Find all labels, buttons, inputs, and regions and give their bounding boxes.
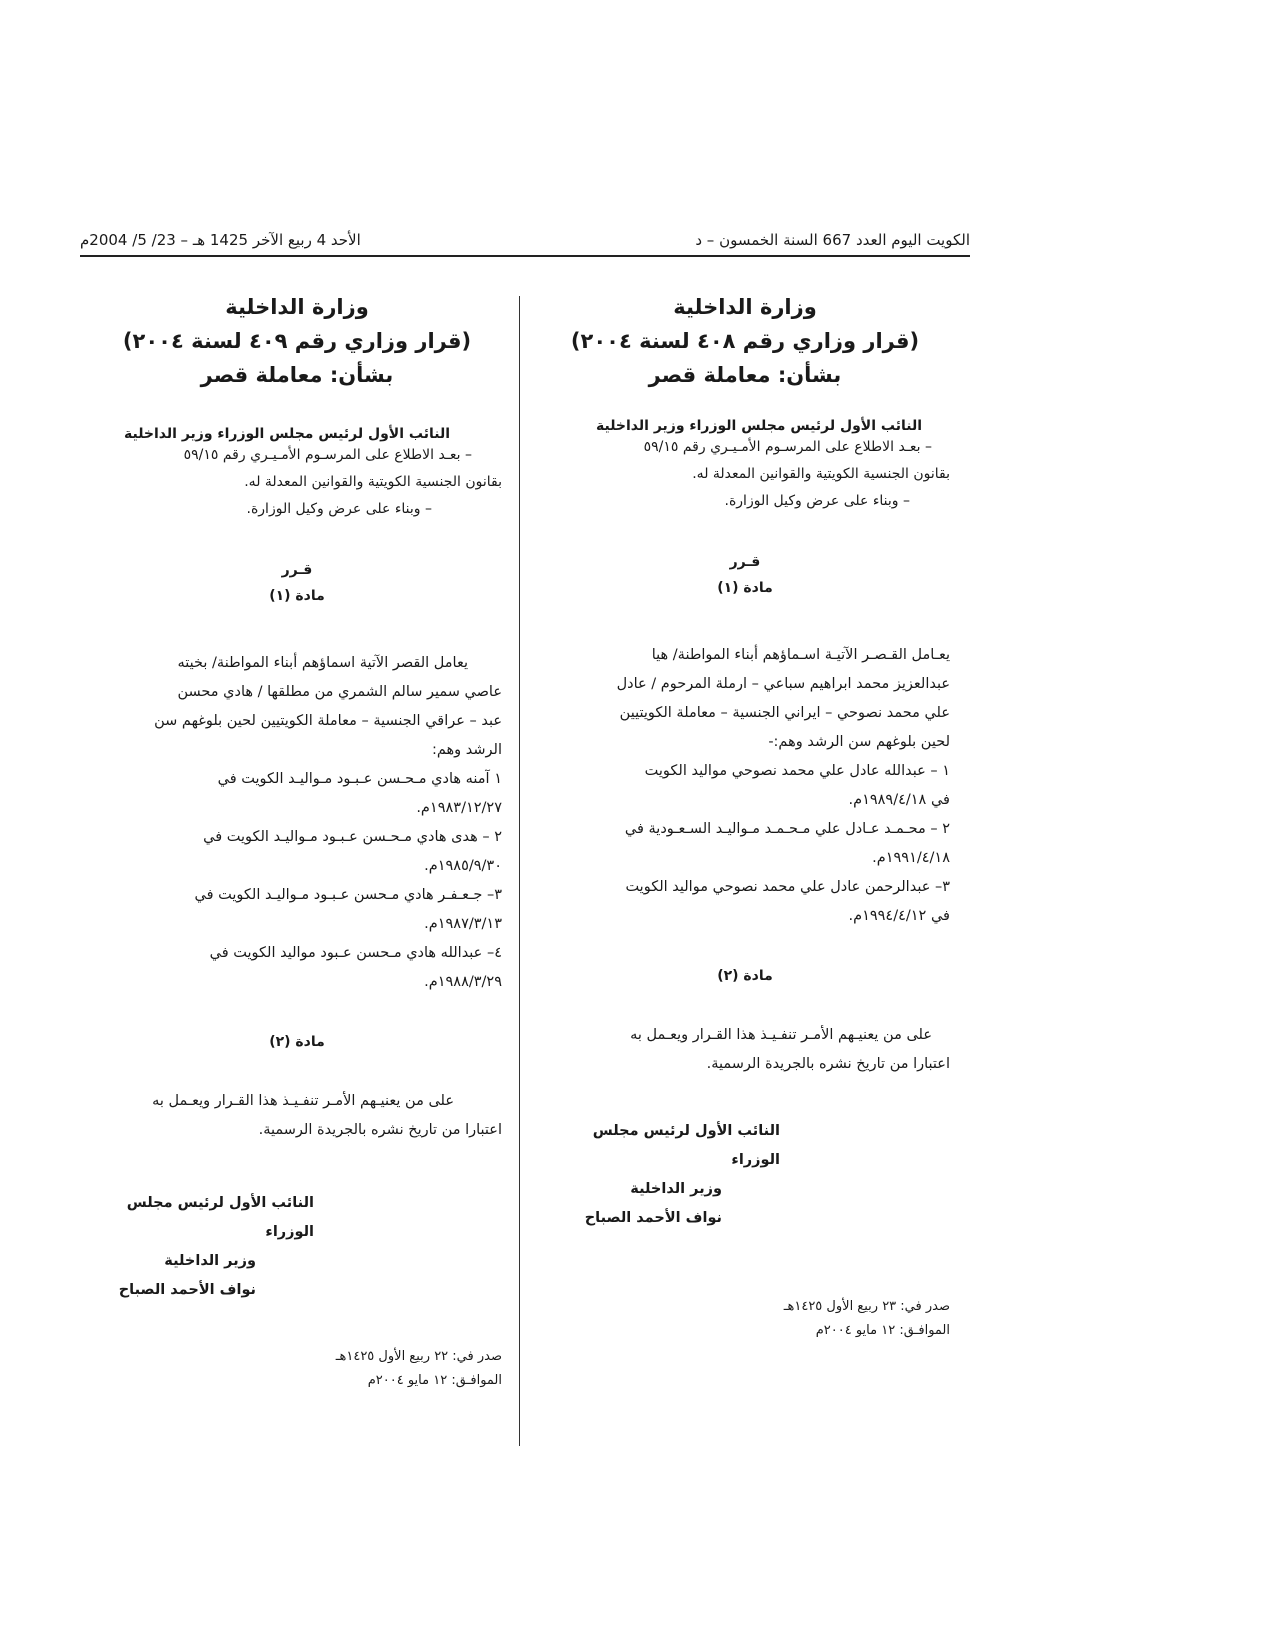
issue-date-block [92, 1345, 502, 1393]
decided-heading: قـرر [281, 562, 313, 578]
preamble-line: – وبناء على عرض وكيل الوزارة. [246, 501, 432, 517]
body-line: ١ – عبدالله عادل علي محمد نصوحي مواليد الكويت [644, 763, 950, 779]
body-line: ١٩٨٧/٣/١٣م. [424, 916, 502, 932]
article-1-body [540, 641, 950, 931]
gazette-issue-info: الكويت اليوم العدد 667 السنة الخمسون – د [695, 231, 970, 249]
article-1-heading: مادة (١) [269, 588, 325, 604]
body-line: ٢ – محـمـد عـادل علي مـحـمـد مـواليـد السـعـودية في [624, 821, 950, 837]
body-line: عبدالعزيز محمد ابراهيم سباعي – ارملة المرحوم / عادل [616, 676, 950, 692]
signature-name: نواف الأحمد الصباح [118, 1282, 256, 1298]
column-divider [519, 296, 520, 1446]
article-1-body [92, 649, 502, 997]
article-1-heading: مادة (١) [717, 580, 773, 596]
body-line: علي محمد نصوحي – ايراني الجنسية – معاملة الكويتيين [619, 705, 950, 721]
decree-subject: بشأن: معاملة قصر [648, 363, 842, 387]
signature-title: النائب الأول لرئيس مجلس الوزراء [592, 1123, 780, 1168]
body-line: في ١٩٩٤/٤/١٢م. [848, 908, 950, 924]
body-line: ١٩٨٥/٩/٣٠م. [424, 858, 502, 874]
issued-gregorian: الموافـق: ١٢ مايو ٢٠٠٤م [367, 1373, 502, 1388]
body-line: ١٩٨٨/٣/٢٩م. [424, 974, 502, 990]
issued-gregorian: الموافـق: ١٢ مايو ٢٠٠٤م [815, 1323, 950, 1338]
body-line: عاصي سمير سالم الشمري من مطلقها / هادي محسن [177, 684, 502, 700]
decided-heading: قـرر [729, 554, 761, 570]
issued-hijri: صدر في: ٢٣ ربيع الأول ١٤٢٥هـ [783, 1299, 950, 1314]
decree-subject: بشأن: معاملة قصر [200, 363, 394, 387]
body-line: يعامل القصر الآتية اسماؤهم أبناء المواطنة/ بخيته [177, 655, 468, 671]
body-line: عبد – عراقي الجنسية – معاملة الكويتيين لحين بلوغهم سن [154, 713, 502, 729]
signature-role: وزير الداخلية [630, 1181, 722, 1197]
gazette-header [80, 225, 970, 257]
ministry-title: وزارة الداخلية [225, 295, 369, 319]
body-line: على من يعنيـهم الأمـر تنفـيـذ هذا القـرار ويعـمل به [630, 1027, 932, 1043]
body-line: اعتبارا من تاريخ نشره بالجريدة الرسمية. [258, 1122, 502, 1138]
body-line: ٤– عبدالله هادي مـحسن عـبود مواليد الكويت في [209, 945, 502, 961]
body-line: ١٩٩١/٤/١٨م. [872, 850, 950, 866]
article-2-heading: مادة (٢) [269, 1034, 325, 1050]
signature-block [540, 1117, 780, 1233]
article-2-body [92, 1087, 502, 1145]
body-line: ١ آمنه هادي مـحـسن عـبـود مـواليـد الكويت في [217, 771, 502, 787]
body-line: في ١٩٨٩/٤/١٨م. [848, 792, 950, 808]
signature-name: نواف الأحمد الصباح [584, 1210, 722, 1226]
article-2-body [540, 1021, 950, 1079]
issue-date-block [540, 1295, 950, 1343]
preamble-line: – وبناء على عرض وكيل الوزارة. [724, 493, 910, 509]
decree-number: (قرار وزاري رقم ٤٠٨ لسنة ٢٠٠٤) [570, 329, 920, 353]
ministry-title: وزارة الداخلية [673, 295, 817, 319]
issued-hijri: صدر في: ٢٢ ربيع الأول ١٤٢٥هـ [335, 1349, 502, 1364]
article-2-heading: مادة (٢) [717, 968, 773, 984]
issuer-title: النائب الأول لرئيس مجلس الوزراء وزير الداخلية [596, 418, 922, 434]
decree-408-column [540, 290, 950, 1343]
signature-block [92, 1189, 314, 1305]
body-line: يعـامل القـصـر الآتيـة اسـماؤهم أبناء المواطنة/ هيا [651, 647, 950, 663]
decree-number: (قرار وزاري رقم ٤٠٩ لسنة ٢٠٠٤) [122, 329, 472, 353]
preamble-line: – بعـد الاطلاع على المرسـوم الأمـيـري رقم ٥٩/١٥ [183, 447, 472, 463]
body-line: على من يعنيـهم الأمـر تنفـيـذ هذا القـرار ويعـمل به [152, 1093, 454, 1109]
gazette-date: الأحد 4 ربيع الآخر 1425 هـ – 23/ 5/ 2004م [80, 231, 361, 249]
preamble-line: – بعـد الاطلاع على المرسـوم الأمـيـري رقم ٥٩/١٥ [643, 439, 932, 455]
body-line: اعتبارا من تاريخ نشره بالجريدة الرسمية. [706, 1056, 950, 1072]
body-line: الرشد وهم: [431, 742, 502, 758]
issuer-title: النائب الأول لرئيس مجلس الوزراء وزير الداخلية [124, 426, 450, 442]
signature-role: وزير الداخلية [164, 1253, 256, 1269]
body-line: ٣– جـعـفـر هادي مـحسن عـبـود مـواليـد الكويت في [194, 887, 502, 903]
decree-409-column [92, 290, 502, 1393]
body-line: ٢ – هدى هادي مـحـسن عـبـود مـواليـد الكويت في [203, 829, 502, 845]
body-line: لحين بلوغهم سن الرشد وهم:- [768, 734, 950, 750]
preamble-line: بقانون الجنسية الكويتية والقوانين المعدلة له. [244, 474, 502, 490]
body-line: ١٩٨٣/١٢/٢٧م. [416, 800, 502, 816]
preamble-line: بقانون الجنسية الكويتية والقوانين المعدلة له. [692, 466, 950, 482]
signature-title: النائب الأول لرئيس مجلس الوزراء [126, 1195, 314, 1240]
body-line: ٣– عبدالرحمن عادل علي محمد نصوحي مواليد الكويت [625, 879, 950, 895]
